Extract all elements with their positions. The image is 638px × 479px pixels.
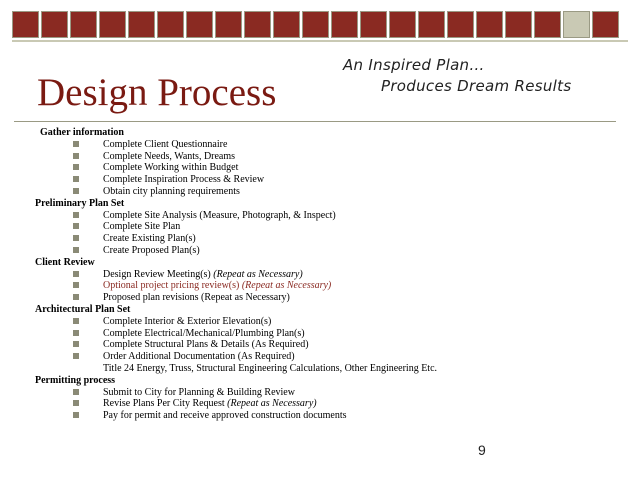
square-bullet-icon	[73, 164, 79, 170]
square-bullet-icon	[73, 212, 79, 218]
decorative-square	[418, 11, 445, 38]
decorative-square-bar	[12, 11, 628, 38]
decorative-square	[41, 11, 68, 38]
list-item	[37, 398, 617, 410]
list-item-label: Complete Working within Budget	[103, 162, 239, 174]
list-item	[37, 186, 617, 198]
square-bullet-icon	[73, 271, 79, 277]
square-bullet-icon	[73, 176, 79, 182]
decorative-square	[331, 11, 358, 38]
list-item	[37, 210, 617, 222]
list-item-label: Create Proposed Plan(s)	[103, 244, 200, 256]
list-item	[37, 139, 617, 151]
list-note: Title 24 Energy, Truss, Structural Engineering Calculations, Other Engineering Etc.	[103, 362, 438, 374]
list-item-label: Pay for permit and receive approved construction documents	[103, 410, 347, 422]
square-bullet-icon	[73, 247, 79, 253]
square-bullet-icon	[73, 318, 79, 324]
square-bullet-icon	[73, 294, 79, 300]
list-item	[37, 387, 617, 399]
list-item-label: Proposed plan revisions (Repeat as Necessary)	[103, 292, 290, 304]
list-item	[37, 316, 617, 328]
list-item-label: Revise Plans Per City Request	[103, 398, 228, 410]
list-item	[37, 233, 617, 245]
square-bullet-icon	[73, 389, 79, 395]
square-bullet-icon	[73, 412, 79, 418]
list-item-label: Submit to City for Planning & Building Review	[103, 386, 295, 398]
list-item-label: Create Existing Plan(s)	[103, 233, 196, 245]
page-title: Design Process	[37, 71, 277, 114]
section-heading: Preliminary Plan Set	[35, 197, 125, 209]
decorative-square	[563, 11, 590, 38]
section-heading: Architectural Plan Set	[35, 303, 131, 315]
list-item-note: (Repeat as Necessary)	[227, 398, 317, 410]
section-heading: Permitting process	[35, 374, 116, 386]
list-item-label: Complete Interior & Exterior Elevation(s)	[103, 315, 272, 327]
list-item	[37, 174, 617, 186]
list-item	[37, 245, 617, 257]
square-bullet-icon	[73, 400, 79, 406]
list-item	[37, 269, 617, 281]
decorative-square	[360, 11, 387, 38]
list-item-label: Complete Inspiration Process & Review	[103, 174, 265, 186]
square-bullet-icon	[73, 353, 79, 359]
decorative-square	[302, 11, 329, 38]
decorative-square	[534, 11, 561, 38]
section-heading: Client Review	[35, 256, 95, 268]
list-item	[37, 410, 617, 422]
square-bullet-icon	[73, 141, 79, 147]
section-heading: Gather information	[40, 127, 124, 138]
list-item-label: Design Review Meeting(s)	[103, 268, 214, 280]
square-bullet-icon	[73, 235, 79, 241]
decorative-square	[12, 11, 39, 38]
decorative-square	[389, 11, 416, 38]
list-item-label: Complete Site Plan	[103, 221, 181, 233]
decorative-square	[244, 11, 271, 38]
list-item	[37, 351, 617, 363]
list-item-label: Optional project pricing review(s)	[103, 280, 242, 292]
list-item	[37, 339, 617, 351]
decorative-square	[476, 11, 503, 38]
tagline-line-1: An Inspired Plan…	[343, 56, 485, 74]
decorative-square	[215, 11, 242, 38]
decorative-square	[592, 11, 619, 38]
process-outline	[37, 127, 617, 422]
tagline-line-2: Produces Dream Results	[381, 77, 572, 95]
decorative-square	[273, 11, 300, 38]
list-item	[37, 151, 617, 163]
list-item	[37, 221, 617, 233]
list-item-label: Complete Site Analysis (Measure, Photograph, & Inspect)	[103, 209, 336, 221]
square-bullet-icon	[73, 223, 79, 229]
decorative-square	[99, 11, 126, 38]
decorative-square	[186, 11, 213, 38]
square-bullet-icon	[73, 282, 79, 288]
list-item	[37, 328, 617, 340]
title-rule	[14, 121, 616, 122]
decorative-square	[70, 11, 97, 38]
page-number: 9	[478, 442, 486, 458]
square-bullet-icon	[73, 330, 79, 336]
list-item-label: Complete Electrical/Mechanical/Plumbing Plan(s)	[103, 327, 305, 339]
list-item	[37, 162, 617, 174]
list-item-note: (Repeat as Necessary)	[241, 280, 332, 292]
decorative-square	[157, 11, 184, 38]
decorative-square	[128, 11, 155, 38]
square-bullet-icon	[73, 341, 79, 347]
list-item-note: (Repeat as Necessary)	[213, 268, 303, 280]
header-divider	[12, 40, 628, 42]
decorative-square	[505, 11, 532, 38]
list-item-label: Complete Structural Plans & Details (As Required)	[103, 339, 309, 351]
list-item-label: Complete Client Questionnaire	[103, 138, 228, 150]
list-item-label: Order Additional Documentation (As Required)	[103, 351, 295, 363]
square-bullet-icon	[73, 153, 79, 159]
list-item	[37, 280, 617, 292]
list-item-label: Complete Needs, Wants, Dreams	[103, 150, 236, 162]
square-bullet-icon	[73, 188, 79, 194]
decorative-square	[447, 11, 474, 38]
list-item	[37, 292, 617, 304]
list-item-label: Obtain city planning requirements	[103, 185, 240, 197]
